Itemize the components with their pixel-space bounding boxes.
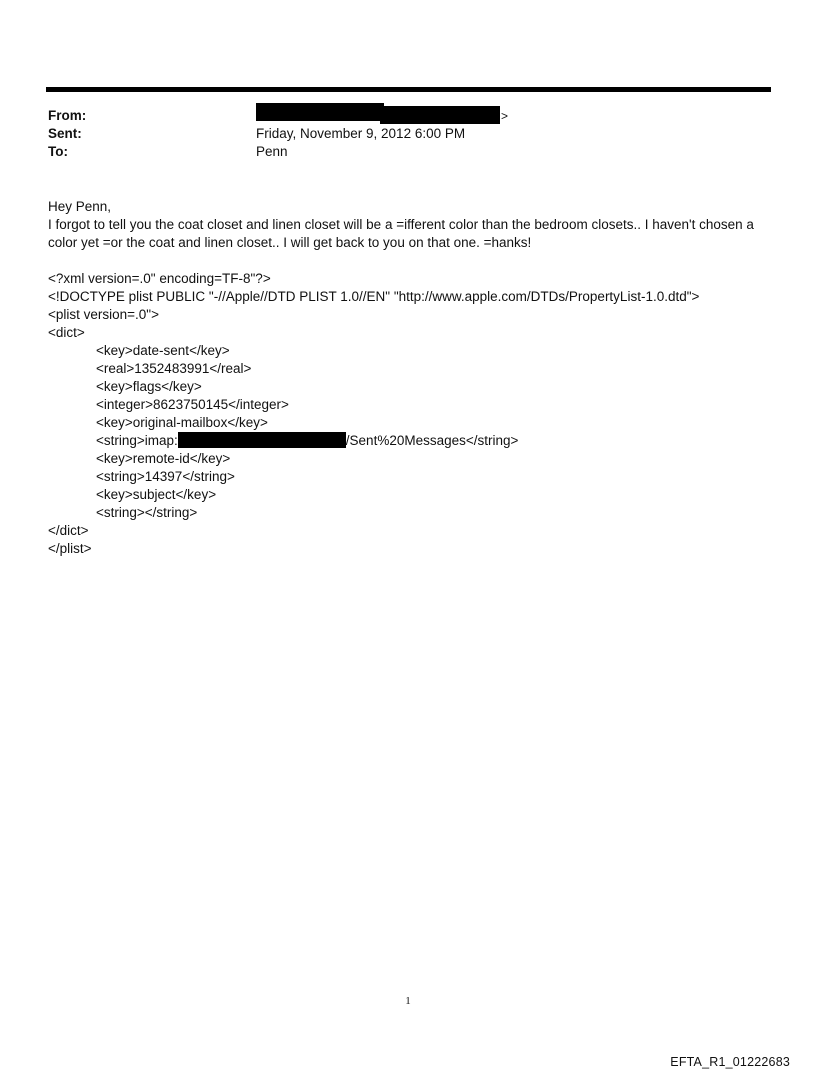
mailbox-entry	[48, 432, 770, 450]
dict-close-tag: </dict>	[48, 523, 89, 538]
to-label: To:	[48, 144, 68, 159]
redaction-block	[178, 432, 346, 448]
document-id: EFTA_R1_01222683	[670, 1055, 790, 1069]
plist-close-tag: </plist>	[48, 541, 92, 556]
page-number: 1	[405, 995, 411, 1007]
from-label: From:	[48, 108, 87, 123]
message-text: I forgot to tell you the coat closet and linen closet will be a =ifferent color than the bedroom closets.. I haven't chosen a color yet =or the coat and linen closet.. I will get back to you on that one. =hanks!	[48, 217, 754, 250]
redaction-block	[380, 106, 500, 124]
from-suffix: >	[501, 109, 509, 123]
header-divider	[46, 87, 771, 92]
plist-open-tag: <plist version=.0">	[48, 307, 159, 322]
sent-label: Sent:	[48, 126, 82, 141]
email-body	[48, 198, 770, 558]
plist-entry: <string></string>	[96, 505, 198, 520]
dict-open-tag: <dict>	[48, 325, 85, 340]
sent-value: Friday, November 9, 2012 6:00 PM	[256, 126, 466, 141]
plist-entry: <key>subject</key>	[96, 487, 217, 502]
blank-line	[48, 252, 770, 270]
plist-entry: <key>original-mailbox</key>	[96, 415, 268, 430]
email-header	[48, 107, 768, 161]
xml-declaration: <?xml version=.0" encoding=TF-8"?>	[48, 271, 271, 286]
plist-entry: <real>1352483991</real>	[96, 361, 252, 376]
plist-entry: <string>14397</string>	[96, 469, 235, 484]
plist-entry: <key>remote-id</key>	[96, 451, 231, 466]
from-row	[48, 107, 768, 125]
plist-entry: <integer>8623750145</integer>	[96, 397, 289, 412]
sent-row	[48, 125, 768, 143]
greeting: Hey Penn,	[48, 199, 112, 214]
plist-entry: <key>flags</key>	[96, 379, 202, 394]
mailbox-suffix: /Sent%20Messages</string>	[345, 433, 519, 448]
mailbox-prefix: <string>imap:	[96, 433, 178, 448]
to-value: Penn	[256, 144, 288, 159]
doctype-line: <!DOCTYPE plist PUBLIC "-//Apple//DTD PLIST 1.0//EN" "http://www.apple.com/DTDs/PropertyList-1.0.dtd">	[48, 289, 700, 304]
plist-entry: <key>date-sent</key>	[96, 343, 230, 358]
to-row	[48, 143, 768, 161]
redaction-block	[256, 103, 384, 121]
